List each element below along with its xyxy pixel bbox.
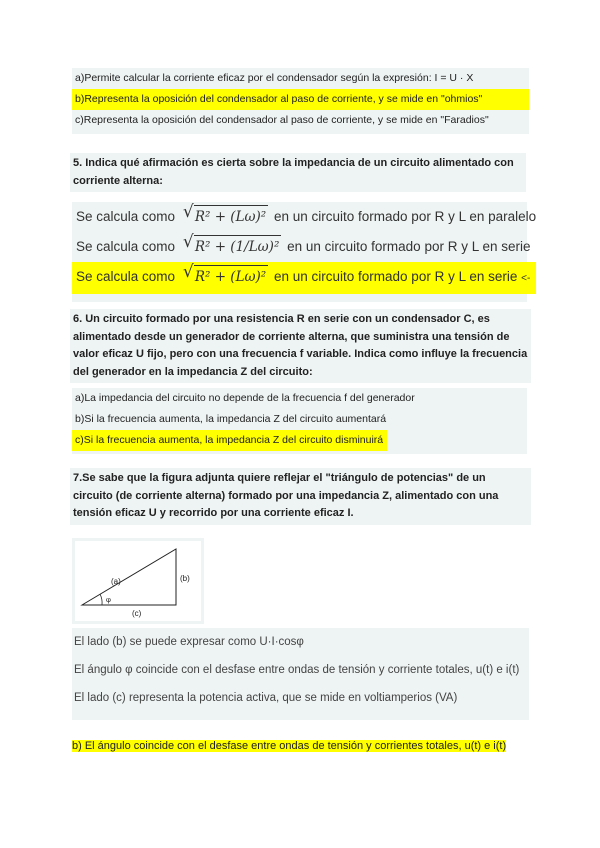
q5-option-b-suffix: en un circuito formado por R y L en serie: [287, 239, 531, 254]
q5-option-b-radicand: R² + (1/Lω)²: [194, 239, 280, 255]
q5-question: 5. Indica qué afirmación es cierta sobre la impedancia de un circuito alimentado con corriente alterna:: [70, 153, 526, 192]
q6-option-c: c)Si la frecuencia aumenta, la impedancia Z del circuito disminuirá: [72, 430, 387, 451]
q7-option-3: El lado (c) representa la potencia activa, que se mide en voltiamperios (VA): [74, 692, 458, 704]
q4-option-a: a)Permite calcular la corriente eficaz por el condensador según la expresión: I = U · X: [75, 72, 474, 84]
q6-question: 6. Un circuito formado por una resistencia R en serie con un condensador C, es alimentado desde un generador de corriente alterna, que suministra una tensión de valor eficaz U fijo, pero con una frecuencia f variable. Indica como influye la frecuencia del generador en la impedancia Z del circuito:: [70, 309, 531, 383]
q4-options-block: [72, 68, 529, 134]
q5-option-c: [72, 262, 536, 294]
sqrt-icon: √ R² + (Lω)²: [182, 262, 267, 285]
q5-options-block: [72, 202, 537, 302]
q5-option-b-prefix: Se calcula como: [76, 239, 176, 254]
q4-option-b: b)Representa la oposición del condensador al paso de corriente, y se mide en "ohmios": [72, 89, 529, 110]
q7-options-block: [72, 628, 529, 720]
q6-option-b: b)Si la frecuencia aumenta, la impedancia Z del circuito aumentará: [75, 413, 387, 425]
arrow-marker: <-: [521, 273, 531, 284]
sqrt-icon: √ R² + (Lω)²: [182, 202, 267, 225]
q7-answer-text: b) El ángulo coincide con el desfase entre ondas de tensión y corrientes totales, u(t) e i(t): [72, 740, 507, 752]
q5-option-c-suffix: en un circuito formado por R y L en serie: [273, 269, 518, 284]
label-angle: φ: [106, 596, 111, 604]
q5-option-a-prefix: Se calcula como: [76, 209, 176, 224]
q6-option-a: a)La impedancia del circuito no depende de la frecuencia f del generador: [75, 392, 415, 404]
q5-option-b: [72, 232, 531, 262]
sqrt-icon: √ R² + (1/Lω)²: [182, 232, 280, 255]
power-triangle-figure: [72, 538, 204, 624]
q5-option-a-radicand: R² + (Lω)²: [194, 209, 267, 225]
q5-option-a: [72, 202, 537, 232]
power-triangle-svg: [72, 538, 204, 624]
q7-option-2: El ángulo φ coincide con el desfase entre ondas de tensión y corriente totales, u(t) e i(t): [74, 664, 520, 676]
q7-option-1: El lado (b) se puede expresar como U·I·cosφ: [74, 636, 304, 648]
q7-answer: [72, 738, 517, 754]
label-a: (a): [111, 577, 121, 586]
label-b: (b): [180, 574, 190, 583]
q4-option-c: c)Representa la oposición del condensador al paso de corriente, y se mide en "Faradios": [75, 114, 489, 126]
q6-options-block: [72, 388, 527, 454]
q7-question: 7.Se sabe que la figura adjunta quiere reflejar el "triángulo de potencias" de un circuito (de corriente alterna) formado por una impedancia Z, alimentado con una tensión eficaz U y recorrido por una corriente eficaz I.: [70, 468, 531, 525]
label-c: (c): [132, 609, 142, 618]
q5-option-c-radicand: R² + (Lω)²: [194, 269, 267, 285]
q5-option-c-prefix: Se calcula como: [76, 269, 176, 284]
q5-option-a-suffix: en un circuito formado por R y L en paralelo: [273, 209, 537, 224]
